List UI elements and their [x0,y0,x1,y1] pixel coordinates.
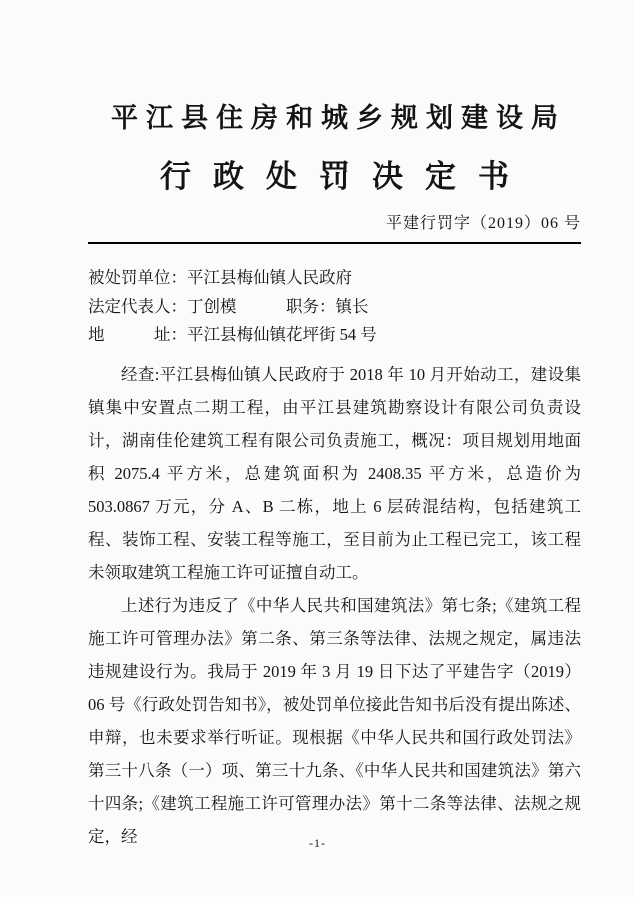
document-page [88,0,581,853]
field-address [88,321,581,350]
page-number: -1- [309,836,326,850]
party-info-section [88,264,581,350]
document-number: 平建行罚字（2019）06 号 [385,215,581,232]
field-label: 地 址： [88,325,187,344]
document-title: 行政处罚决定书 [160,159,531,194]
field-value: 丁创模 职务：镇长 [187,296,369,316]
field-punished-unit [88,264,581,293]
document-body [88,358,581,853]
field-label: 被处罚单位： [88,268,187,287]
field-legal-representative [88,293,581,322]
header-divider [88,242,581,244]
paragraph-findings: 经查:平江县梅仙镇人民政府于 2018 年 10 月开始动工，建设集镇集中安置点二期工程，由平江县建筑勘察设计有限公司负责设计，湖南佳伦建筑工程有限公司负责施工，概况：项目规划用地面积 2075.4 平方米，总建筑面积为 2408.35 平方米，总造价为 503.0867 万元，分 A、B 二栋，地上 6 层砖混结构，包括建筑工程、装饰工程、安装工程等施工，至目前为止工程已完工，该工程未领取建筑工程施工许可证擅自动工。 [88,364,581,582]
field-label: 法定代表人： [88,296,187,316]
agency-title: 平江县住房和城乡规划建设局 [111,103,566,133]
field-value: 平江县梅仙镇花坪街 54 号 [187,325,377,344]
paragraph-legal-basis: 上述行为违反了《中华人民共和国建筑法》第七条;《建筑工程施工许可管理办法》第二条、第三条等法律、法规之规定，属违法违规建设行为。我局于 2019 年 3 月 19 日下达了平建告字（2019）06 号《行政处罚告知书》，被处罚单位接此告知书后没有提出陈述、申辩，也未要求举行听证。现根据《中华人民共和国行政处罚法》第三十八条（一）项、第三十九条、《中华人民共和国建筑法》第六十四条;《建筑工程施工许可管理办法》第十二条等法律、法规之规定，经 [88,595,581,846]
field-value: 平江县梅仙镇人民政府 [187,268,352,287]
